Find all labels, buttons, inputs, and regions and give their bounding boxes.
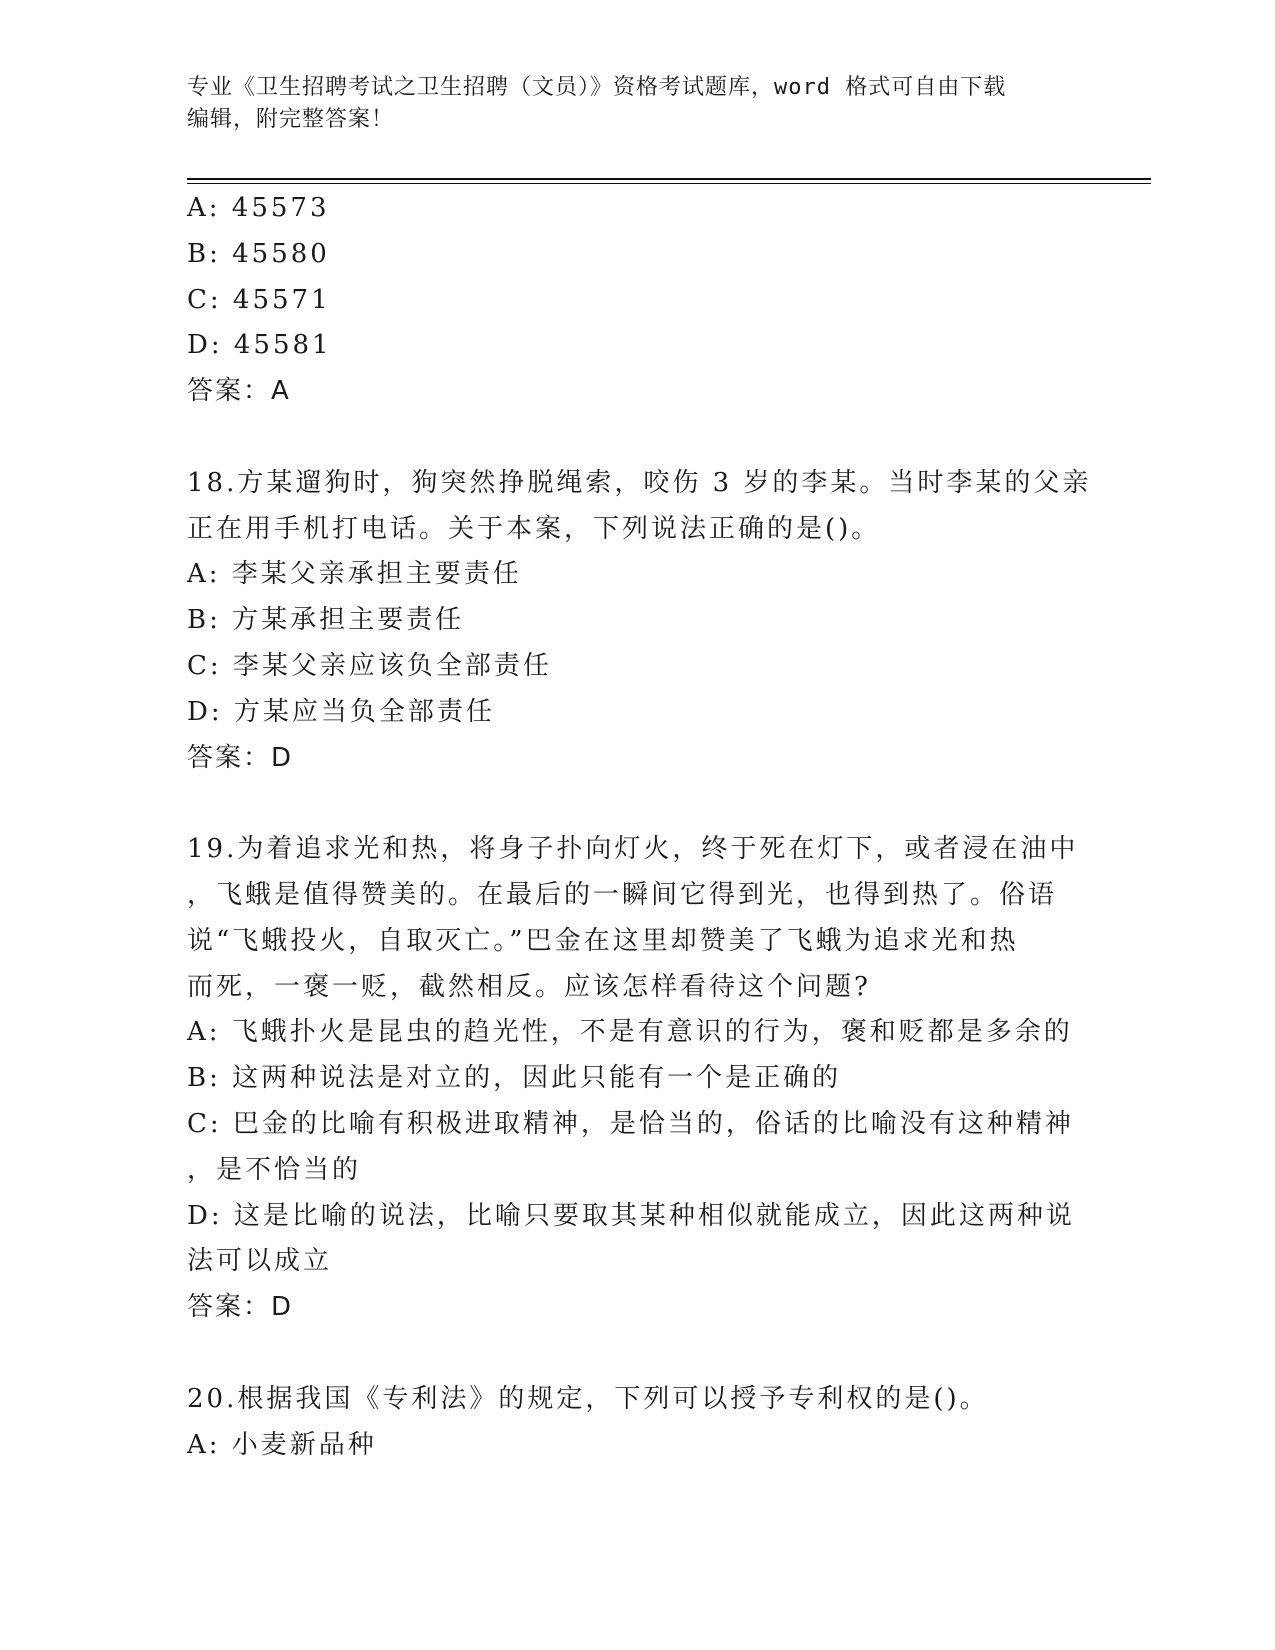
option-a: A: 飞蛾扑火是昆虫的趋光性，不是有意识的行为，褒和贬都是多余的 (187, 1017, 1073, 1048)
header-line-1: 专业《卫生招聘考试之卫生招聘（文员）》资格考试题库，word 格式可自由下载 (187, 75, 1007, 100)
spacer (187, 781, 1087, 827)
spacer (187, 1331, 1087, 1377)
option-a: A: 45573 (187, 193, 330, 223)
question-20 (187, 1377, 1087, 1469)
option-d-continued: 法可以成立 (187, 1246, 333, 1277)
option-b: B: 45580 (187, 238, 330, 269)
question-stem-line: 而死，一褒一贬，截然相反。应该怎样看待这个问题? (187, 971, 871, 1002)
option-d: D: 45581 (187, 330, 332, 361)
question-stem-line: 19.为着追求光和热，将身子扑向灯火，终于死在灯下，或者浸在油中 (187, 834, 1079, 865)
document-header (187, 72, 1067, 136)
option-b: B: 这两种说法是对立的，因此只能有一个是正确的 (187, 1063, 842, 1094)
option-d: D: 这是比喻的说法，比喻只要取其某种相似就能成立，因此这两种说 (187, 1200, 1075, 1231)
option-c: C: 李某父亲应该负全部责任 (187, 650, 552, 681)
question-18 (187, 461, 1092, 782)
spacer (187, 415, 1087, 461)
question-list (187, 186, 1092, 1468)
option-c-continued: ，是不恰当的 (187, 1154, 362, 1185)
question-17 (187, 186, 1087, 415)
question-stem-line: 18.方某遛狗时，狗突然挣脱绳索，咬伤 3 岁的李某。当时李某的父亲 (187, 467, 1092, 498)
answer: 答案：A (187, 376, 291, 407)
option-d: D: 方某应当负全部责任 (187, 696, 495, 727)
option-a: A: 李某父亲承担主要责任 (187, 559, 522, 590)
answer: 答案：D (187, 1292, 294, 1323)
answer: 答案：D (187, 742, 294, 773)
question-stem-line: 说“飞蛾投火，自取灭亡。”巴金在这里却赞美了飞蛾为追求光和热 (187, 925, 1019, 956)
header-rule-thin (187, 183, 1151, 184)
question-stem-line: ，飞蛾是值得赞美的。在最后的一瞬间它得到光，也得到热了。俗语 (187, 879, 1058, 910)
header-line-2: 编辑，附完整答案！ (187, 107, 395, 132)
question-stem-line: 正在用手机打电话。关于本案，下列说法正确的是()。 (187, 513, 881, 544)
question-stem-line: 20.根据我国《专利法》的规定，下列可以授予专利权的是()。 (187, 1383, 989, 1414)
option-a: A: 小麦新品种 (187, 1429, 377, 1460)
header-rule-thick (187, 178, 1151, 180)
option-c: C: 巴金的比喻有积极进取精神，是恰当的，俗话的比喻没有这种精神 (187, 1108, 1074, 1139)
question-19 (187, 827, 1087, 1331)
option-c: C: 45571 (187, 284, 331, 315)
option-b: B: 方某承担主要责任 (187, 605, 465, 636)
